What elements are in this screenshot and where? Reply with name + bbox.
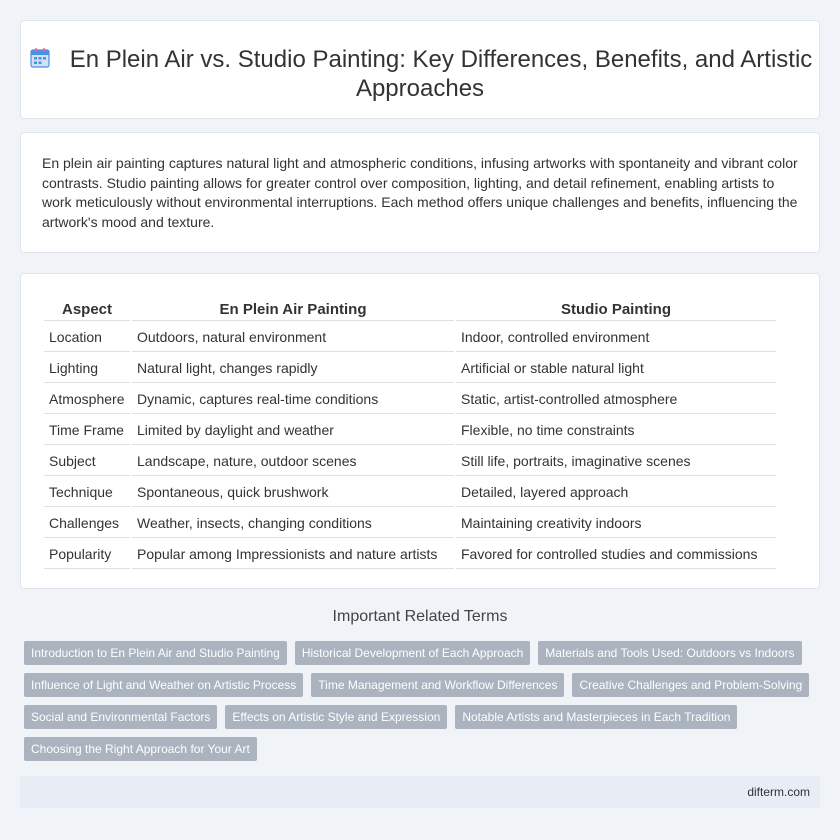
cell-studio: Maintaining creativity indoors bbox=[456, 509, 776, 538]
related-term-tag[interactable]: Social and Environmental Factors bbox=[24, 705, 217, 729]
cell-studio: Static, artist-controlled atmosphere bbox=[456, 385, 776, 414]
related-term-tag[interactable]: Influence of Light and Weather on Artistic Process bbox=[24, 673, 303, 697]
related-term-tag[interactable]: Time Management and Workflow Differences bbox=[311, 673, 564, 697]
cell-studio: Favored for controlled studies and commissions bbox=[456, 540, 776, 569]
table-row bbox=[44, 416, 776, 445]
footer bbox=[20, 776, 820, 808]
table-body bbox=[44, 323, 776, 569]
calendar-icon bbox=[28, 46, 52, 70]
cell-studio: Detailed, layered approach bbox=[456, 478, 776, 507]
cell-plein-air: Outdoors, natural environment bbox=[132, 323, 454, 352]
related-term-tag[interactable]: Choosing the Right Approach for Your Art bbox=[24, 737, 257, 761]
intro-paragraph: En plein air painting captures natural light and atmospheric conditions, infusing artworks with spontaneity and vibrant color contrasts. Studio painting allows for greater control over composition, lighting, and detail refinement, enabling artists to work meticulously without environmental interruptions. Each method offers unique challenges and benefits, influencing the artwork's mood and texture. bbox=[42, 155, 798, 230]
cell-plein-air: Dynamic, captures real-time conditions bbox=[132, 385, 454, 414]
table-row bbox=[44, 478, 776, 507]
footer-site[interactable]: difterm.com bbox=[747, 785, 810, 799]
comparison-table-card bbox=[20, 273, 820, 589]
cell-aspect: Location bbox=[44, 323, 130, 352]
related-term-tag[interactable]: Notable Artists and Masterpieces in Each Tradition bbox=[455, 705, 737, 729]
related-terms-title: Important Related Terms bbox=[332, 608, 508, 625]
cell-aspect: Popularity bbox=[44, 540, 130, 569]
cell-plein-air: Landscape, nature, outdoor scenes bbox=[132, 447, 454, 476]
header-studio: Studio Painting bbox=[456, 298, 776, 321]
table-header-row bbox=[44, 298, 776, 321]
cell-aspect: Subject bbox=[44, 447, 130, 476]
page-title-wrap bbox=[21, 45, 819, 103]
cell-aspect: Technique bbox=[44, 478, 130, 507]
intro-card bbox=[20, 132, 820, 253]
related-term-tag[interactable]: Creative Challenges and Problem-Solving bbox=[572, 673, 809, 697]
header-plein-air: En Plein Air Painting bbox=[132, 298, 454, 321]
title-card bbox=[20, 20, 820, 119]
table-row bbox=[44, 540, 776, 569]
cell-plein-air: Weather, insects, changing conditions bbox=[132, 509, 454, 538]
table-row bbox=[44, 447, 776, 476]
related-term-tag[interactable]: Introduction to En Plein Air and Studio Painting bbox=[24, 641, 287, 665]
related-term-tag[interactable]: Historical Development of Each Approach bbox=[295, 641, 530, 665]
cell-studio: Flexible, no time constraints bbox=[456, 416, 776, 445]
cell-aspect: Atmosphere bbox=[44, 385, 130, 414]
table-row bbox=[44, 354, 776, 383]
header-aspect: Aspect bbox=[44, 298, 130, 321]
related-term-tag[interactable]: Materials and Tools Used: Outdoors vs Indoors bbox=[538, 641, 801, 665]
table-row bbox=[44, 323, 776, 352]
comparison-table bbox=[42, 296, 778, 571]
cell-studio: Still life, portraits, imaginative scenes bbox=[456, 447, 776, 476]
related-term-tag[interactable]: Effects on Artistic Style and Expression bbox=[225, 705, 447, 729]
cell-plein-air: Natural light, changes rapidly bbox=[132, 354, 454, 383]
page-title: En Plein Air vs. Studio Painting: Key Differences, Benefits, and Artistic Approaches bbox=[69, 46, 813, 102]
cell-studio: Indoor, controlled environment bbox=[456, 323, 776, 352]
cell-aspect: Time Frame bbox=[44, 416, 130, 445]
cell-studio: Artificial or stable natural light bbox=[456, 354, 776, 383]
cell-aspect: Challenges bbox=[44, 509, 130, 538]
cell-plein-air: Spontaneous, quick brushwork bbox=[132, 478, 454, 507]
related-terms-list bbox=[24, 641, 820, 769]
cell-plein-air: Popular among Impressionists and nature artists bbox=[132, 540, 454, 569]
cell-plein-air: Limited by daylight and weather bbox=[132, 416, 454, 445]
table-row bbox=[44, 509, 776, 538]
table-row bbox=[44, 385, 776, 414]
cell-aspect: Lighting bbox=[44, 354, 130, 383]
